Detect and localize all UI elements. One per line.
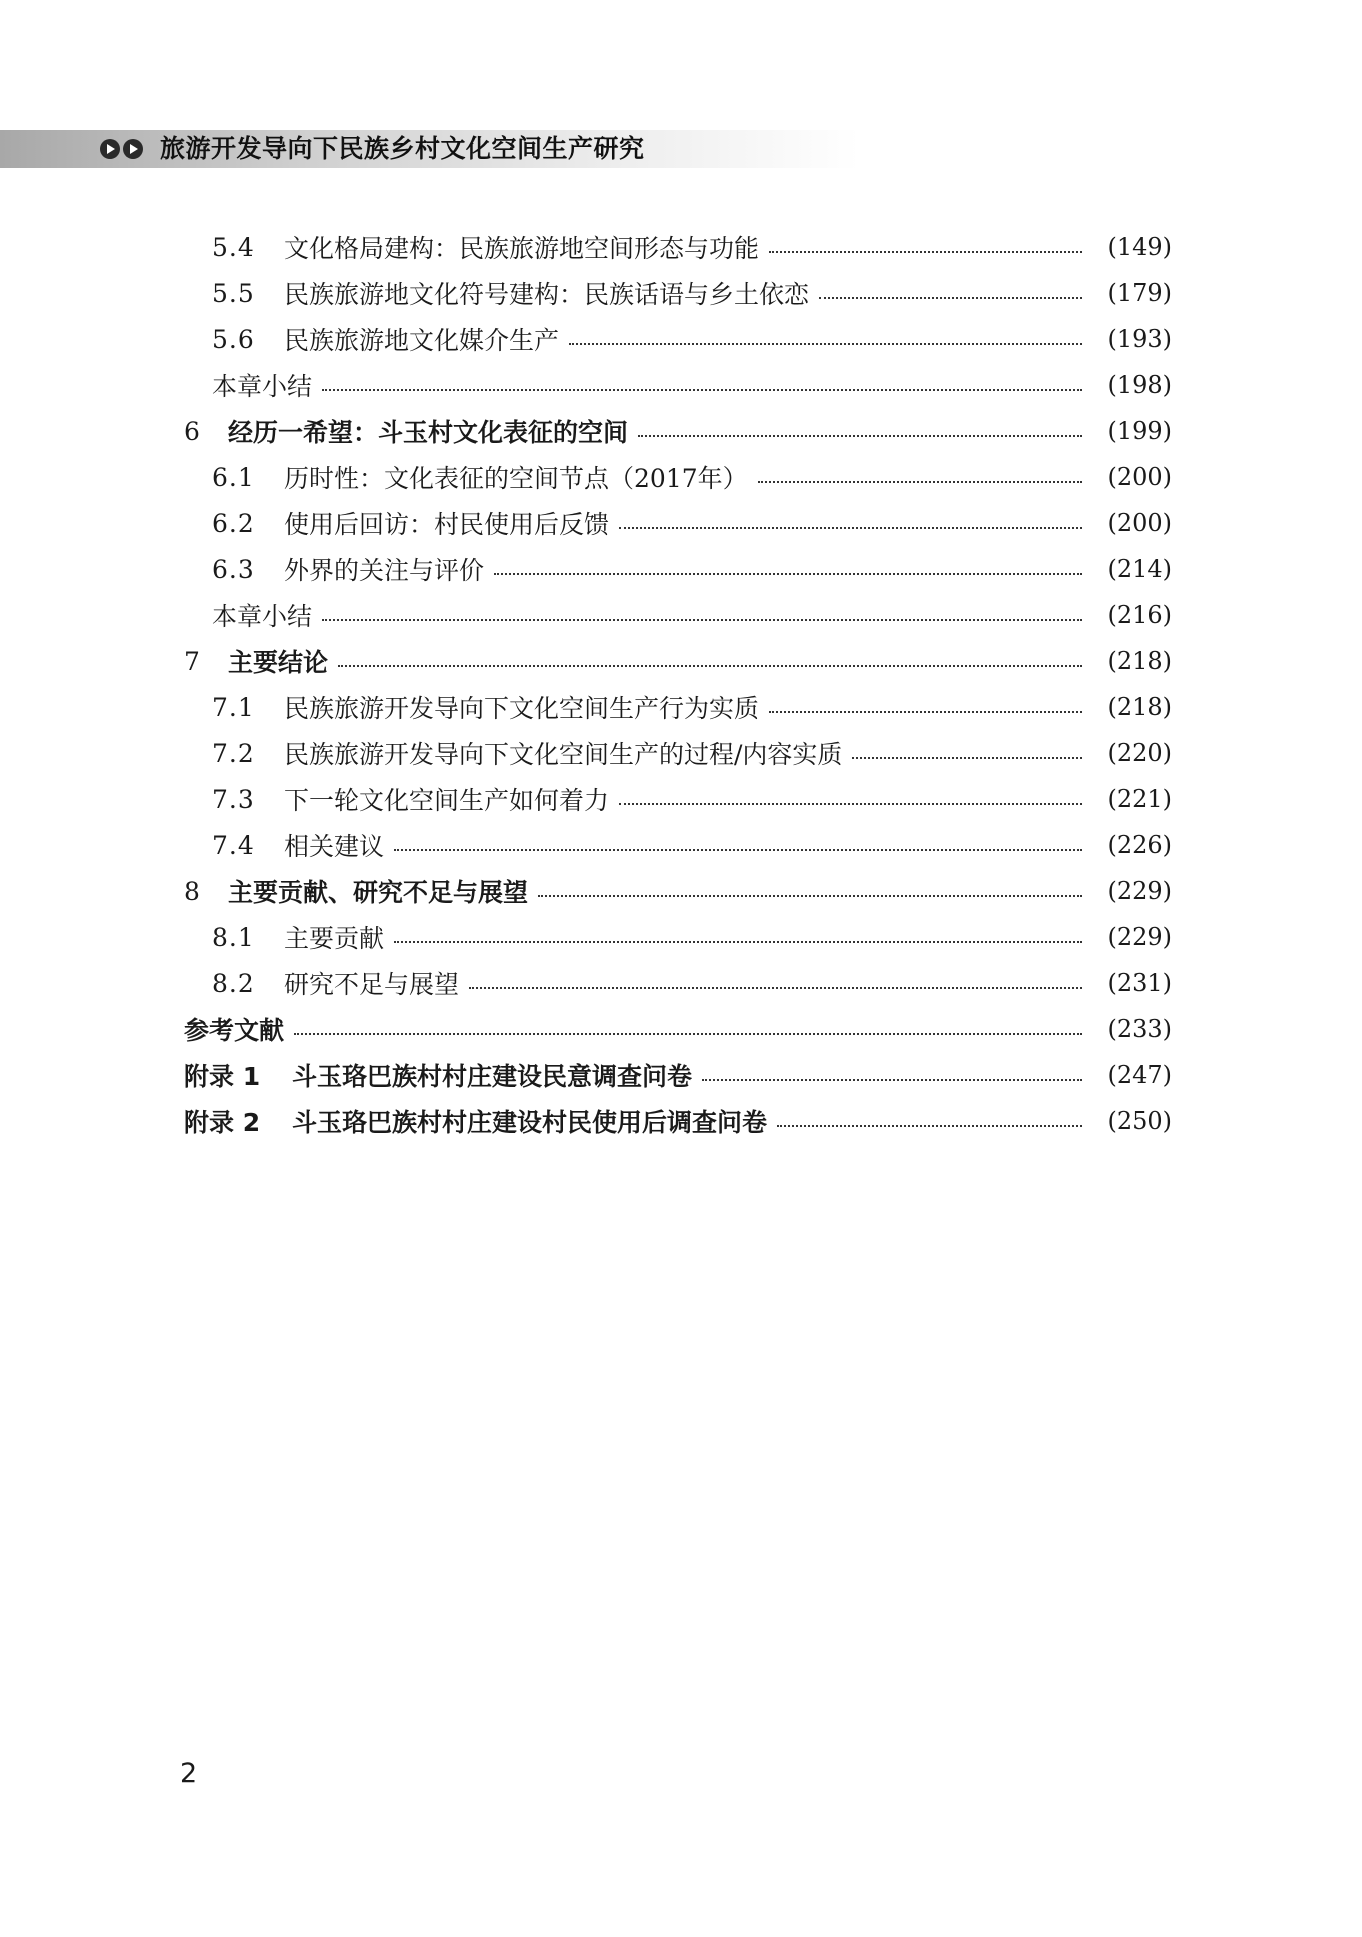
toc-leader-dots [469,960,1082,1006]
toc-entry-page: (247) [1107,1061,1172,1089]
toc-entry-number: 5.4 [212,232,255,262]
toc-entry-page: (250) [1107,1107,1172,1135]
toc-entry [212,776,1172,822]
toc-entry-title: 民族旅游开发导向下文化空间生产行为实质 [284,694,760,723]
page-number: 2 [180,1758,198,1789]
running-header-title: 旅游开发导向下民族乡村文化空间生产研究 [160,134,645,163]
toc-entry-number: 7.1 [212,692,255,722]
toc-entry-page: (200) [1107,463,1172,491]
toc-entry-title: 参考文献 [184,1016,285,1045]
toc-entry-page: (198) [1107,371,1172,399]
toc-entry-number: 8 [184,876,200,906]
toc-entry-number: 8.1 [212,922,255,952]
toc-leader-dots [569,316,1082,362]
toc-entry-page: (229) [1107,877,1172,905]
toc-entry-number: 7.4 [212,830,255,860]
toc-entry [184,1052,1172,1098]
toc-leader-dots [494,546,1082,592]
toc-entry-title: 主要贡献、研究不足与展望 [228,878,529,907]
toc-entry [212,914,1172,960]
toc-leader-dots [394,914,1082,960]
toc-leader-dots [702,1052,1082,1098]
toc-entry-number: 7.3 [212,784,255,814]
toc-entry-title: 经历一希望：斗玉村文化表征的空间 [228,418,629,447]
toc-entry-number: 8.2 [212,968,255,998]
toc-entry [212,730,1172,776]
toc-entry [184,638,1172,684]
toc-entry-title: 民族旅游开发导向下文化空间生产的过程/内容实质 [284,740,843,769]
play-arrow-icon [100,139,120,159]
toc-entry-number: 5.5 [212,278,255,308]
toc-entry-title: 民族旅游地文化符号建构：民族话语与乡土依恋 [284,280,810,309]
toc-leader-dots [619,500,1082,546]
toc-entry-page: (214) [1107,555,1172,583]
toc-leader-dots [322,592,1082,638]
toc-entry-number: 附录 1 [184,1062,261,1091]
toc-leader-dots [322,362,1082,408]
toc-entry-title: 民族旅游地文化媒介生产 [284,326,560,355]
toc-entry-page: (221) [1107,785,1172,813]
toc-entry-page: (216) [1107,601,1172,629]
toc-entry-title: 斗玉珞巴族村村庄建设民意调查问卷 [292,1062,693,1091]
toc-entry-title: 历时性：文化表征的空间节点（2017年） [284,464,748,493]
toc-entry [212,362,1172,408]
toc-leader-dots [758,454,1082,500]
toc-entry-page: (218) [1107,693,1172,721]
toc-leader-dots [819,270,1082,316]
toc-entry [184,868,1172,914]
toc-entry [212,592,1172,638]
toc-entry-title: 主要贡献 [284,924,385,953]
toc-leader-dots [294,1006,1082,1052]
toc-entry [212,822,1172,868]
toc-entry-page: (199) [1107,417,1172,445]
toc-entry-number: 6.3 [212,554,255,584]
toc-entry [184,1006,1172,1052]
toc-leader-dots [769,224,1082,270]
toc-entry-number: 5.6 [212,324,255,354]
header-arrows-icon [100,139,143,161]
toc-entry [212,684,1172,730]
toc-entry-title: 相关建议 [284,832,385,861]
toc-entry-number: 6.1 [212,462,255,492]
toc-entry [212,454,1172,500]
toc-entry-page: (231) [1107,969,1172,997]
toc-leader-dots [638,408,1082,454]
toc-leader-dots [538,868,1082,914]
toc-entry-page: (218) [1107,647,1172,675]
toc-entry-title: 文化格局建构：民族旅游地空间形态与功能 [284,234,760,263]
toc-entry [184,408,1172,454]
toc-entry [212,960,1172,1006]
toc-entry-title: 下一轮文化空间生产如何着力 [284,786,610,815]
toc-entry-title: 斗玉珞巴族村村庄建设村民使用后调查问卷 [292,1108,768,1137]
toc-entry-title: 研究不足与展望 [284,970,460,999]
toc-leader-dots [394,822,1082,868]
toc-entry-page: (229) [1107,923,1172,951]
toc-entry-page: (220) [1107,739,1172,767]
play-arrow-icon [123,139,143,159]
toc-entry-title: 主要结论 [228,648,329,677]
toc-entry-number: 6 [184,416,200,446]
toc-entry-title: 本章小结 [212,372,313,401]
toc-entry-number: 6.2 [212,508,255,538]
toc-entry [184,1098,1172,1144]
toc-entry-title: 外界的关注与评价 [284,556,485,585]
toc-entry [212,316,1172,362]
toc-entry-title: 本章小结 [212,602,313,631]
toc-entry [212,500,1172,546]
toc-entry-page: (233) [1107,1015,1172,1043]
toc-leader-dots [777,1098,1082,1144]
toc-entry-number: 7 [184,646,200,676]
toc-leader-dots [769,684,1082,730]
toc-entry-page: (226) [1107,831,1172,859]
toc-leader-dots [619,776,1082,822]
toc-entry-page: (179) [1107,279,1172,307]
toc-leader-dots [338,638,1082,684]
toc-entry-page: (149) [1107,233,1172,261]
toc-entry-title: 使用后回访：村民使用后反馈 [284,510,610,539]
toc-entry [212,270,1172,316]
toc-entry-page: (193) [1107,325,1172,353]
toc-leader-dots [852,730,1082,776]
toc-entry [212,546,1172,592]
toc-entry-page: (200) [1107,509,1172,537]
toc-entry-number: 7.2 [212,738,255,768]
toc-entry [212,224,1172,270]
toc-entry-number: 附录 2 [184,1108,261,1137]
